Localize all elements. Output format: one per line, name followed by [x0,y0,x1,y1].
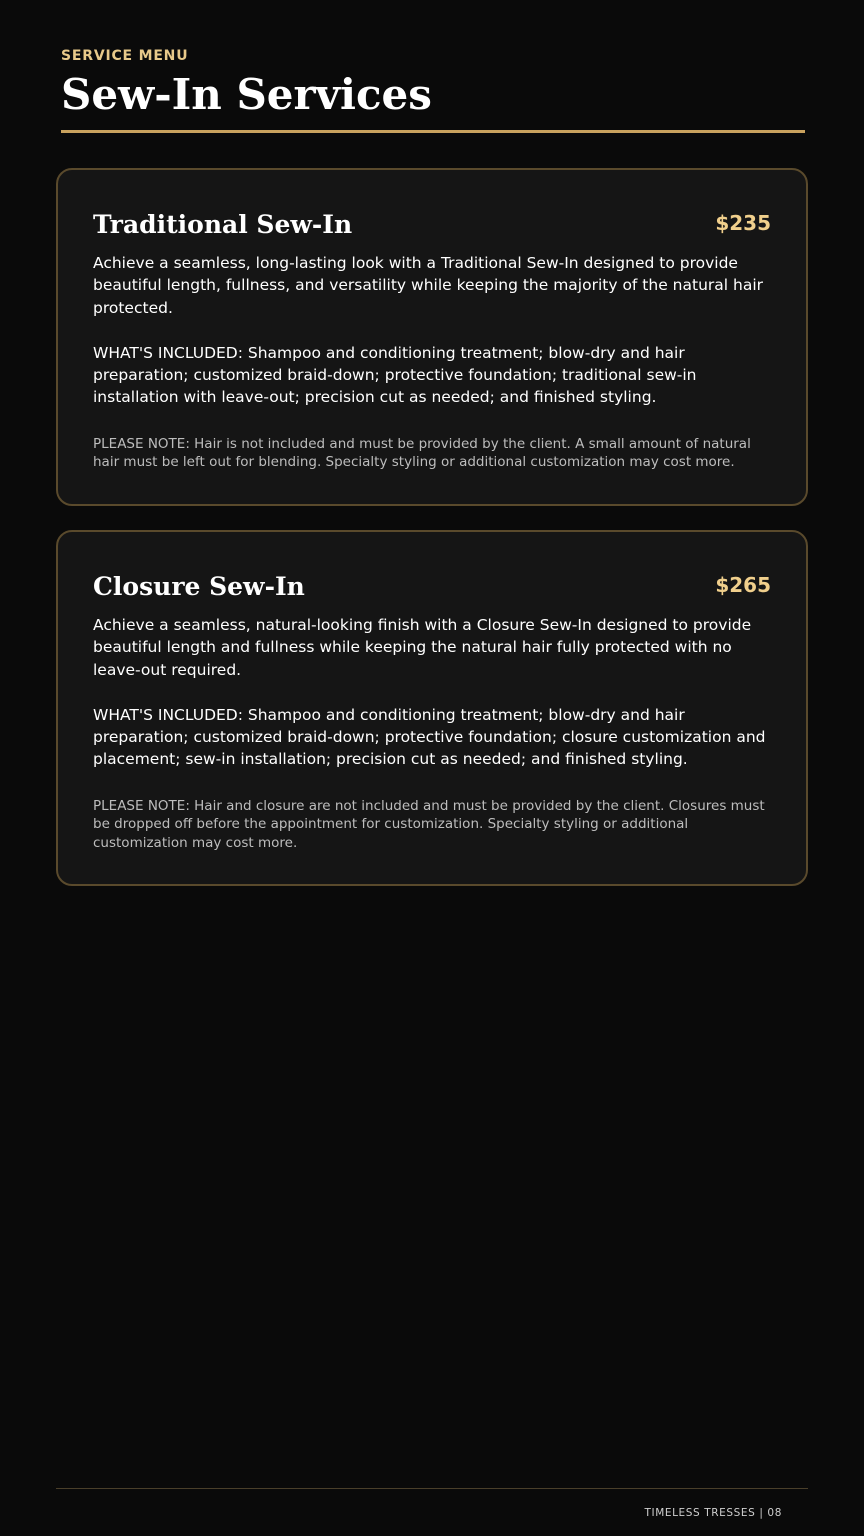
service-price: $235 [715,211,771,235]
service-included: WHAT'S INCLUDED: Shampoo and conditioning treatment; blow-dry and hair preparation; customized braid-down; protective foundation; traditional sew-in installation with leave-out; precision cut as needed; and finished styling. [93,343,697,407]
service-card-header [93,208,771,252]
service-price: $265 [715,573,771,597]
section-eyebrow: SERVICE MENU [61,48,189,64]
service-card-traditional-sew-in [56,168,808,506]
service-included: WHAT'S INCLUDED: Shampoo and conditioning treatment; blow-dry and hair preparation; customized braid-down; protective foundation; closure customization and placement; sew-in installation; precision cut as needed; and finished styling. [93,705,766,769]
title-divider [61,130,805,133]
service-note: PLEASE NOTE: Hair and closure are not included and must be provided by the client. Closures must be dropped off before the appointment for customization. Specialty styling or additional customization may cost more. [93,797,765,851]
service-name: Traditional Sew-In [93,210,353,239]
service-description: Achieve a seamless, long-lasting look with a Traditional Sew-In designed to provide beautiful length, fullness, and versatility while keeping the majority of the natural hair protected. [93,254,764,317]
service-name: Closure Sew-In [93,572,305,601]
service-note: PLEASE NOTE: Hair is not included and must be provided by the client. A small amount of natural hair must be left out for blending. Specialty styling or additional customization may cost more. [93,435,751,471]
service-card-header [93,570,771,614]
page-title: Sew-In Services [61,70,432,119]
footer-divider [56,1488,808,1489]
page-header [61,47,805,121]
service-card-closure-sew-in [56,530,808,886]
service-description: Achieve a seamless, natural-looking finish with a Closure Sew-In designed to provide beautiful length and fullness while keeping the natural hair fully protected with no leave-out required. [93,616,752,679]
footer-page-label: TIMELESS TRESSES | 08 [644,1507,782,1519]
